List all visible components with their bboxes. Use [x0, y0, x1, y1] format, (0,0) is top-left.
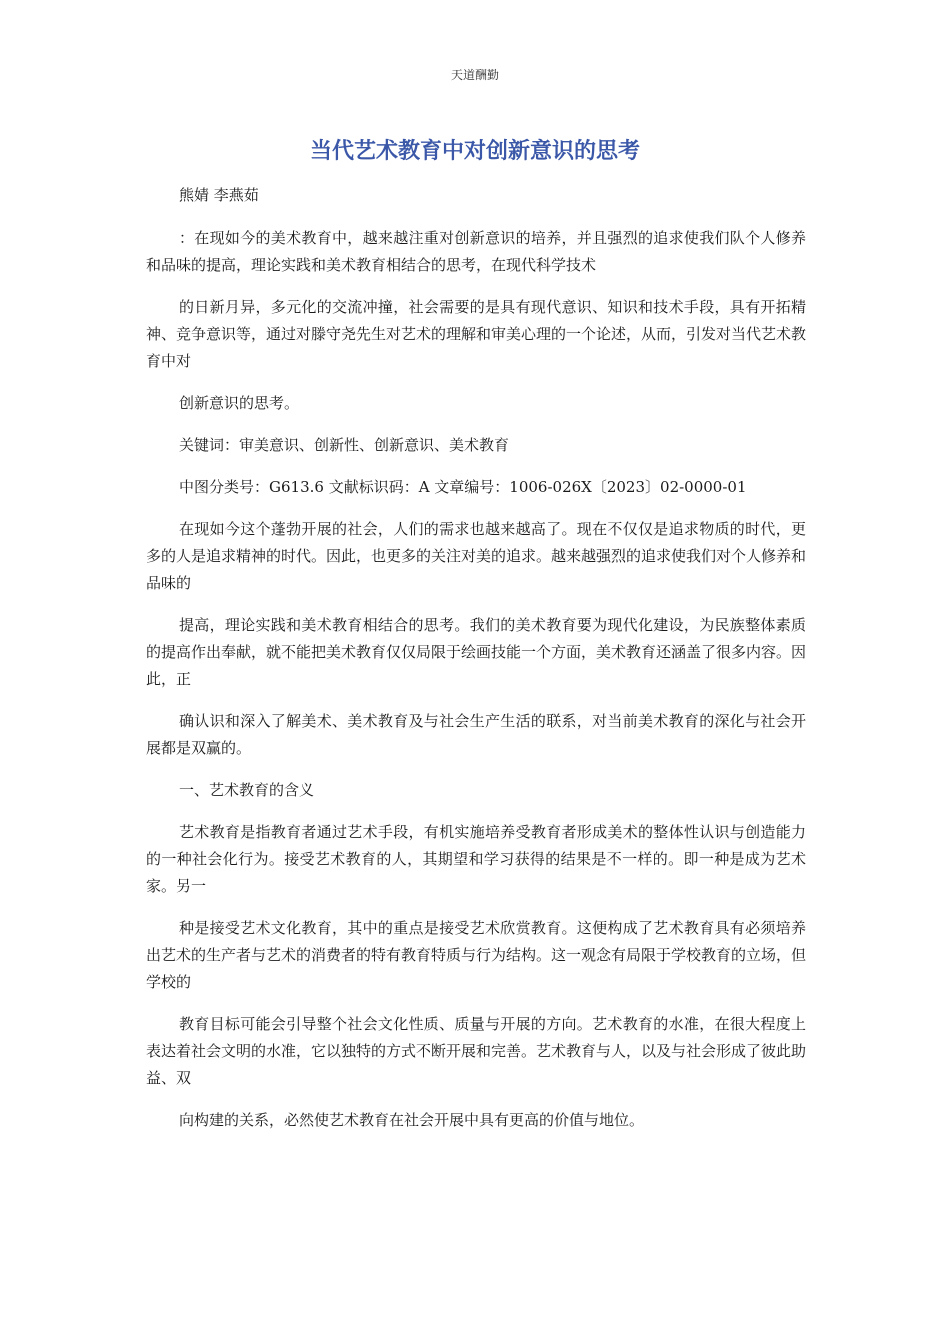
body-paragraph-1: 在现如今这个蓬勃开展的社会，人们的需求也越来越高了。现在不仅仅是追求物质的时代，更多的人是追求精神的时代。因此，也更多的关注对美的追求。越来越强烈的追求使我们对个人修养和品味的 [146, 520, 807, 592]
body-paragraph-3: 确认识和深入了解美术、美术教育及与社会生产生活的联系，对当前美术教育的深化与社会开展都是双赢的。 [146, 712, 806, 757]
body-paragraph-5: 种是接受艺术文化教育，其中的重点是接受艺术欣赏教育。这便构成了艺术教育具有必须培养出艺术的生产者与艺术的消费者的特有教育特质与行为结构。这一观念有局限于学校教育的立场，但学校的 [146, 919, 807, 991]
document-body [146, 182, 806, 1149]
abstract-paragraph-1: ：在现如今的美术教育中，越来越注重对创新意识的培养，并且强烈的追求使我们队个人修养和品味的提高，理论实践和美术教育相结合的思考，在现代科学技术 [146, 229, 806, 274]
section-heading-1: 一、艺术教育的含义 [179, 781, 315, 799]
document-title: 当代艺术教育中对创新意识的思考 [309, 139, 640, 164]
page-header: 天道酬勤 [450, 68, 499, 82]
authors-line: 熊婧 李燕茹 [179, 186, 259, 204]
body-paragraph-2: 提高，理论实践和美术教育相结合的思考。我们的美术教育要为现代化建设，为民族整体素质的提高作出奉献，就不能把美术教育仅仅局限于绘画技能一个方面，美术教育还涵盖了很多内容。因此，正 [146, 616, 807, 688]
body-paragraph-6: 教育目标可能会引导整个社会文化性质、质量与开展的方向。艺术教育的水准，在很大程度上表达着社会文明的水准，它以独特的方式不断开展和完善。艺术教育与人，以及与社会形成了彼此助益、双 [146, 1015, 807, 1087]
keywords-line: 关键词：审美意识、创新性、创新意识、美术教育 [179, 436, 510, 454]
body-paragraph-7: 向构建的关系，必然使艺术教育在社会开展中具有更高的价值与地位。 [179, 1111, 645, 1129]
classification-line: 中图分类号：G613.6 文献标识码：A 文章编号：1006-026X〔2023〕02-0000-01 [179, 478, 747, 496]
abstract-paragraph-3: 创新意识的思考。 [179, 394, 300, 412]
abstract-paragraph-2: 的日新月异，多元化的交流冲撞，社会需要的是具有现代意识、知识和技术手段，具有开拓精神、竞争意识等，通过对滕守尧先生对艺术的理解和审美心理的一个论述，从而，引发对当代艺术教育中对 [146, 298, 807, 370]
body-paragraph-4: 艺术教育是指教育者通过艺术手段，有机实施培养受教育者形成美术的整体性认识与创造能力的一种社会化行为。接受艺术教育的人，其期望和学习获得的结果是不一样的。即一种是成为艺术家。另一 [146, 823, 806, 895]
